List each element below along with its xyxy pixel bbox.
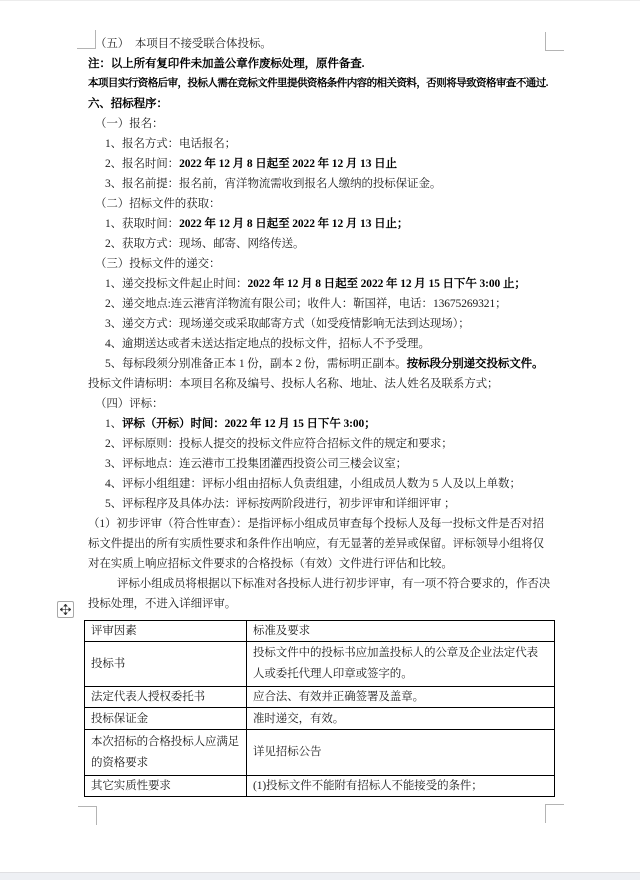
doc-line: 1、评标（开标）时间：2022 年 12 月 15 日下午 3:00；	[105, 418, 376, 430]
doc-line: 标文件提出的所有实质性要求和条件作出响应，有无显著的差异或保留。评标领导小组将仅	[88, 538, 544, 550]
doc-line: 1、获取时间：2022 年 12 月 8 日起至 2022 年 12 月 13 日止；	[105, 218, 409, 230]
table-cell-factor: 其它实质性要求	[85, 776, 247, 797]
table-cell-requirement: 详见招标公告	[247, 730, 555, 776]
doc-line: 2、评标原则：投标人提交的投标文件应符合招标文件的规定和要求；	[105, 438, 453, 450]
app-bottom-strip	[0, 872, 640, 880]
doc-line: 3、评标地点：连云港市工投集团灌西投资公司三楼会议室；	[105, 458, 408, 470]
doc-line: （1）初步评审（符合性审查）：是指评标小组成员审查每个投标人及每一投标文件是否对招	[88, 518, 544, 530]
doc-line: 2、获取方式：现场、邮寄、网络传送。	[105, 238, 305, 250]
table-row	[85, 730, 555, 776]
doc-line: 3、报名前提：报名前，宵洋物流需收到报名人缴纳的投标保证金。	[105, 178, 442, 190]
doc-line: 评标小组成员将根据以下标准对各投标人进行初步评审，有一项不符合要求的，作否决	[117, 578, 551, 590]
doc-line: 5、评标程序及具体办法：评标按两阶段进行，初步评审和详细评审 ；	[105, 498, 456, 510]
doc-subheading: （三）投标文件的递交：	[95, 258, 221, 270]
table-cell-requirement: (1)投标文件不能附有招标人不能接受的条件；	[247, 776, 555, 797]
doc-line: 投标文件请标明：本项目名称及编号、投标人名称、地址、法人姓名及联系方式；	[88, 378, 499, 390]
crop-mark-bottom-right	[545, 804, 564, 823]
doc-line: 4、逾期送达或者未送达指定地点的投标文件，招标人不予受理。	[105, 338, 430, 350]
doc-line-note: 注：以上所有复印件未加盖公章作废标处理，原件备查.	[88, 58, 365, 70]
doc-subheading: （四）评标：	[95, 398, 164, 410]
table-cell-factor: 投标书	[85, 642, 247, 687]
table-row	[85, 776, 555, 797]
table-header-requirement: 标准及要求	[247, 621, 555, 642]
table-move-handle-icon[interactable]	[57, 601, 74, 618]
evaluation-criteria-table	[84, 620, 555, 797]
doc-line: 2、递交地点:连云港宵洋物流有限公司；收件人：靳国祥，电话：13675269321；	[105, 298, 507, 310]
table-cell-factor: 本次招标的合格投标人应满足的资格要求	[85, 730, 247, 776]
table-header-row	[85, 621, 555, 642]
doc-line: 对在实质上响应招标文件要求的合格投标（有效）文件进行评估和比较。	[88, 558, 453, 570]
doc-subheading: （二）招标文件的获取：	[95, 198, 221, 210]
table-cell-requirement: 准时递交，有效。	[247, 708, 555, 730]
doc-line: 投标处理，不进入详细评审。	[88, 598, 237, 610]
doc-line: 1、报名方式：电话报名；	[105, 138, 237, 150]
table-row	[85, 687, 555, 708]
doc-line: 2、报名时间：2022 年 12 月 8 日起至 2022 年 12 月 13 日止	[105, 158, 397, 170]
doc-section-heading: 六、招标程序：	[88, 98, 168, 110]
document-body	[88, 34, 558, 797]
doc-line: 5、每标段须分别准备正本 1 份，副本 2 份，需标明正副本。按标段分别递交投标文件。	[105, 358, 544, 370]
table-row	[85, 642, 555, 687]
doc-line: 3、递交方式：现场递交或采取邮寄方式（如受疫情影响无法到达现场）；	[105, 318, 470, 330]
table-header-factor: 评审因素	[85, 621, 247, 642]
table-cell-factor: 法定代表人授权委托书	[85, 687, 247, 708]
table-cell-requirement: 投标文件中的投标书应加盖投标人的公章及企业法定代表人或委托代理人印章或签字的。	[247, 642, 555, 687]
doc-line-note: 本项目实行资格后审，投标人需在竞标文件里提供资格条件内容的相关资料，否则将导致资格审查不通过.	[88, 78, 548, 89]
crop-mark-bottom-left	[78, 806, 97, 825]
table-row	[85, 708, 555, 730]
doc-line: 4、评标小组组建：评标小组由招标人负责组建，小组成员人数为 5 人及以上单数；	[105, 478, 521, 490]
doc-subheading: （一）报名：	[95, 118, 164, 130]
table-cell-requirement: 应合法、有效并正确签署及盖章。	[247, 687, 555, 708]
table-cell-factor: 投标保证金	[85, 708, 247, 730]
doc-line: 1、递交投标文件起止时间：2022 年 12 月 8 日起至 2022 年 12 月 15 日下午 3:00 止；	[105, 278, 526, 290]
doc-line: （五） 本项目不接受联合体投标。	[95, 38, 272, 50]
